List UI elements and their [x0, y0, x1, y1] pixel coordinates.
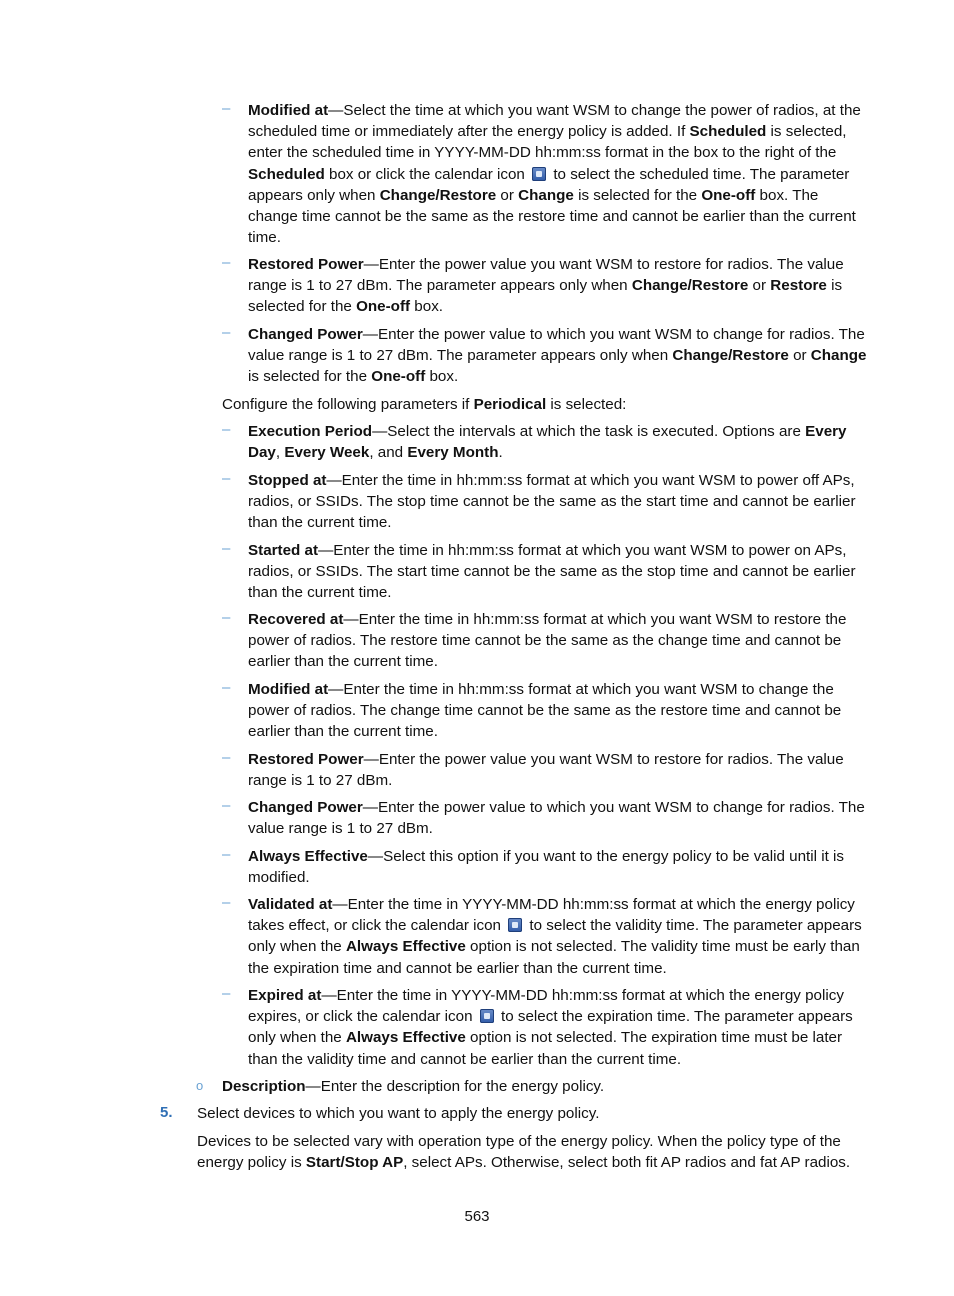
param-changed-power: Changed Power—Enter the power value to which you want WSM to change for radios. The value range is 1 to 27 dBm. The parameter appears only when Change/Restore or Change is selected for the One-off box. — [248, 326, 867, 386]
step-number: 5. — [160, 1104, 173, 1121]
param-restored-power-periodic: Restored Power—Enter the power value you want WSM to restore for radios. The value range is 1 to 27 dBm. — [248, 751, 844, 790]
list-dash: – — [222, 540, 231, 557]
list-dash: – — [222, 609, 231, 626]
param-modified-at-periodic: Modified at—Enter the time in hh:mm:ss format at which you want WSM to change the power of radios. The change time cannot be the same as the restore time and cannot be earlier than the current time. — [248, 681, 842, 741]
step-5-text: Select devices to which you want to apply the energy policy. — [197, 1105, 600, 1122]
param-expired-at: Expired at—Enter the time in YYYY-MM-DD hh:mm:ss format at which the energy policy expires, or click the calendar icon to select the expiration time. The parameter appears only when the Always Effective option is not selected. The expiration time must be later than the validity time and cannot be earlier than the current time. — [248, 987, 853, 1068]
param-always-effective: Always Effective—Select this option if you want to the energy policy to be valid until it is modified. — [248, 848, 845, 887]
step-5-detail: Devices to be selected vary with operation type of the energy policy. When the policy type of the energy policy is Start/Stop AP, select APs. Otherwise, select both fit AP radios and fat AP radios. — [197, 1133, 851, 1172]
list-dash: – — [222, 421, 231, 438]
param-stopped-at: Stopped at—Enter the time in hh:mm:ss format at which you want WSM to power off APs, radios, or SSIDs. The stop time cannot be the same as the start time and cannot be earlier than the current time. — [248, 472, 856, 532]
param-changed-power-periodic: Changed Power—Enter the power value to which you want WSM to change for radios. The value range is 1 to 27 dBm. — [248, 799, 865, 838]
param-recovered-at: Recovered at—Enter the time in hh:mm:ss format at which you want WSM to restore the power of radios. The restore time cannot be the same as the change time and cannot be earlier than the current time. — [248, 611, 847, 671]
page-number: 563 — [464, 1208, 490, 1225]
list-dash: – — [222, 324, 231, 341]
list-dash: – — [222, 470, 231, 487]
param-execution-period: Execution Period—Select the intervals at which the task is executed. Options are Every Day, Every Week, and Every Month. — [248, 423, 847, 462]
term: Modified at — [248, 102, 329, 119]
list-dash: – — [222, 985, 231, 1002]
list-circle: o — [196, 1078, 204, 1093]
list-dash: – — [222, 894, 231, 911]
calendar-icon[interactable] — [532, 167, 546, 181]
calendar-icon[interactable] — [508, 918, 522, 932]
param-restored-power: Restored Power—Enter the power value you want WSM to restore for radios. The value range is 1 to 27 dBm. The parameter appears only when Change/Restore or Restore is selected for the One-off box. — [248, 256, 844, 316]
param-validated-at: Validated at—Enter the time in YYYY-MM-DD hh:mm:ss format at which the energy policy takes effect, or click the calendar icon to select the validity time. The parameter appears only when the Always Effective option is not selected. The validity time must be early than the expiration time and cannot be earlier than the current time. — [248, 896, 862, 977]
periodical-intro: Configure the following parameters if Periodical is selected: — [222, 396, 627, 413]
list-dash: – — [222, 100, 231, 117]
param-description: Description—Enter the description for the energy policy. — [222, 1078, 605, 1095]
param-modified-at: Modified at—Select the time at which you want WSM to change the power of radios, at the scheduled time or immediately after the energy policy is added. If Scheduled is selected, enter the scheduled time in YYYY-MM-DD hh:mm:ss format in the box to the right of the Scheduled box or click the calendar icon to select the scheduled time. The parameter appears only when Change/Restore or Change is selected for the One-off box. The change time cannot be the same as the restore time and cannot be earlier than the current time. — [248, 102, 861, 247]
list-dash: – — [222, 679, 231, 696]
list-dash: – — [222, 797, 231, 814]
param-started-at: Started at—Enter the time in hh:mm:ss format at which you want WSM to power on APs, radios, or SSIDs. The start time cannot be the same as the stop time and cannot be earlier than the current time. — [248, 542, 856, 602]
list-dash: – — [222, 846, 231, 863]
calendar-icon[interactable] — [480, 1009, 494, 1023]
list-dash: – — [222, 749, 231, 766]
list-dash: – — [222, 254, 231, 271]
